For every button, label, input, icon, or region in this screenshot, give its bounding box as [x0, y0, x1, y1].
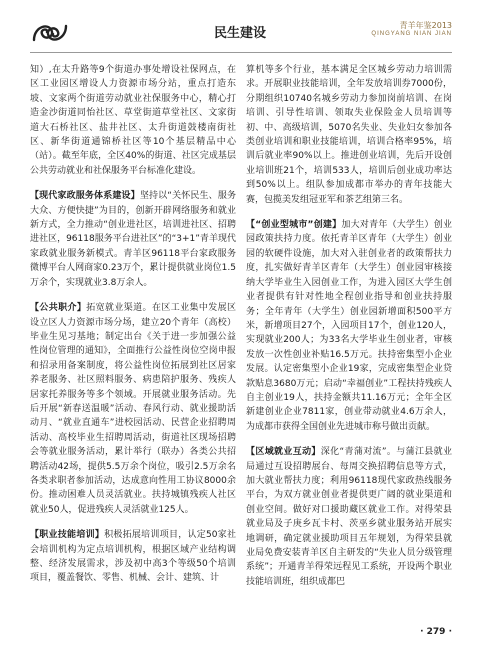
section-heading: 【职业技能培训】 [30, 530, 105, 541]
paragraph [30, 189, 236, 290]
spacer [30, 520, 236, 528]
section-heading: 【公共职介】 [30, 303, 87, 314]
header-rule [30, 52, 452, 53]
page-header [0, 0, 480, 58]
paragraph [30, 528, 236, 586]
spacer [246, 210, 452, 218]
right-column [246, 63, 452, 592]
section-heading: 【区域就业互动】 [246, 447, 321, 458]
paragraph-text: 坚持以“关怀民生、服务大众、方便快捷”为目的，创新开辟网络服务和就业新方式，全力推动“创业进社区，培训进社区、招聘进社区，96118服务平台进社区”的“3+1”青羊现代家政就业服务新模式。青羊区96118平台家政服务微博平台人网商家0.23万个，累计提供就业岗位1.5万余个，实现就业3.8万余人。 [30, 191, 236, 288]
paragraph [246, 445, 452, 589]
paragraph [30, 63, 236, 178]
paragraph [246, 63, 452, 207]
left-column [30, 63, 236, 589]
paragraph-text: 拓宽就业渠道。在区工业集中发展区设立区人力资源市场分场，建立20个青年（高校）毕业生见习基地；制定出台《关于进一步加强公益性岗位管理的通知》，全面推行公益性岗位空岗申报和招录用备案制度，将公益性岗位拓展到社区居家养老服务、社区照料服务、病患陪护服务、残疾人居家托养服务等多个领域。开展就业服务活动。先后开展“新春送温暖”活动、春风行动、就业援助活动月、“就业直通车”进校园活动、民营企业招聘周活动、高校毕业生招聘周活动，街道社区现场招聘会等就业服务活动，累计举行（联办）各类公共招聘活动42场，提供5.5万余个岗位，吸引2.5万余名各类求职者参加活动，达成意向性用工协议8000余份。推动困难人员灵活就业。扶持城镇残疾人社区就业50人，促进残疾人灵活就业125人。 [30, 303, 236, 515]
yearbook-cn: 青羊年鉴2013 [399, 21, 452, 30]
paragraph-text: 加大对青年（大学生）创业园政策扶持力度。依托青羊区青年（大学生）创业园的软硬件设施，加大对入驻创业者的政策帮扶力度，扎实做好青羊区青年（大学生）创业园审核接纳大学毕业生入园创业工作，为进入园区大学生创业者提供有针对性地全程创业指导和创业扶持服务；全年青年（大学生）创业园新增面积500平方米，新增项目27个，入园项目17个，创业120人，实现就业200人；为33名大学毕业生创业者，审核发放一次性创业补贴16.5万元。扶持密集型小企业发展。认定密集型小企业19家，完成密集型企业贷款贴息3680万元；启动“幸福创业”工程扶持残疾人自主创业19人，扶持金额共11.16万元；全年全区新建创业企业7811家，创业带动就业4.6万余人，为成都市获得全国创业先进城市称号做出贡献。 [246, 220, 452, 432]
spacer [246, 437, 452, 445]
paragraph-text: 知）,在太升路等9个街道办事处增设社保网点，在区工业园区增设人力资源市场分站，重点打造东坡、文家两个街道劳动就业社保服务中心，精心打造金沙街道同怡社区、草堂街道草堂社区、文家街道大石桥社区、盐井社区、太升街道鼓楼南街社区、新华街道通锦桥社区等10个基层精品中心（站）。截至年底，全区40%的街道、社区完成基层公共劳动就业和社保服务平台标准化建设。 [30, 65, 236, 176]
section-heading: 【现代家政服务体系建设】 [30, 191, 140, 202]
yearbook-label [371, 20, 452, 37]
paragraph [246, 218, 452, 434]
yearbook-en: QINGYANG NIAN JIAN [371, 31, 452, 37]
paragraph [30, 301, 236, 517]
paragraph-text: 积极拓展培训项目，认定50家社会培训机构为定点培训机构，根据区域产业结构调整、经济发展需求，涉及初中高3个等级50个培训项目，覆盖餐饮、零售、机械、会计、建筑、计 [30, 530, 236, 584]
section-title: 民生建设 [213, 26, 266, 41]
paragraph-text: 算机等多个行业，基本满足全区城乡劳动力培训需求。开展职业技能培训，全年发放培训券7000份，分期组织10740名城乡劳动力参加岗前培训、在岗培训、引导性培训、领取失业保险金人员培训等初、中、高级培训，5070名失业、失业妇女参加各类创业培训和职业技能培训，培训合格率95%，培训后就业率90%以上。推进创业培训，先后开设创业培训班21个，培训533人，培训后创业成功率达到50%以上。组队参加成都市举办的青年技能大赛，包揽美发组冠亚军和茶艺组第三名。 [246, 65, 452, 205]
spacer [30, 293, 236, 301]
section-heading: 【“创业型城市”创建】 [246, 220, 342, 231]
paragraph-text: 深化“青蒲对流”。与蒲江县就业局通过互设招聘展台、每周交换招聘信息等方式，加大就业帮扶力度；利用96118现代家政热线服务平台，为双方就业创业者提供更广阔的就业渠道和创业空间。做好对口援助藏区就业工作。对得荣县就业局及子庚乡瓦卡村、茨巫乡就业服务站开展实地调研，确定就业援助项目五年规划，为得荣县就业局免费安装青羊区自主研发的“失业人员分级管理系统”；开通青羊得荣远程见工系统，开设两个职业技能培训班，组织成都巴 [246, 447, 452, 587]
page-number: · 279 · [420, 627, 452, 637]
spacer [30, 181, 236, 189]
